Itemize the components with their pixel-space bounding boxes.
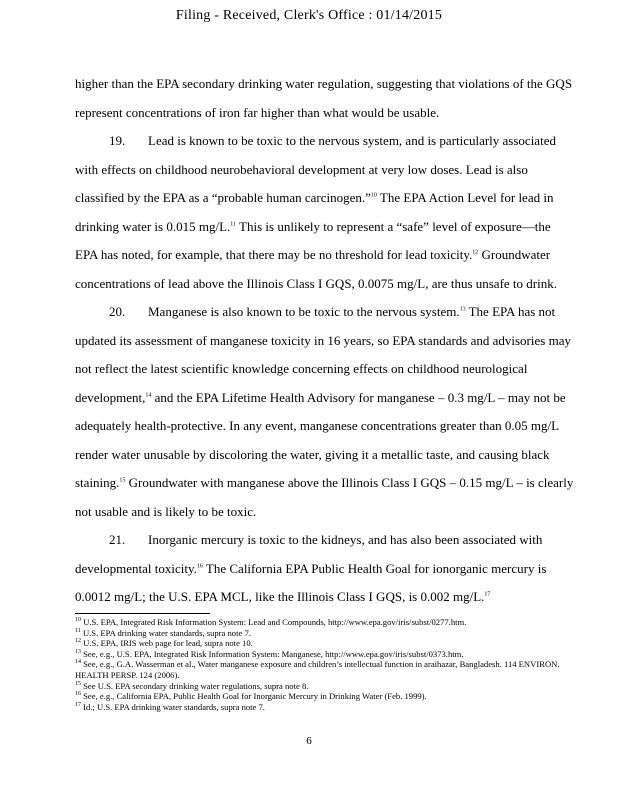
- footnote-number: 11: [75, 627, 81, 634]
- footnote-text: See, e.g., California EPA, Public Health Goal for Inorganic Mercury in Drinking Water (Feb. 1999).: [83, 691, 427, 702]
- footnote-text: Id.; U.S. EPA drinking water standards, supra note 7.: [83, 701, 265, 712]
- footnote-reference: 17: [484, 591, 491, 598]
- footnote-reference: 15: [119, 477, 126, 484]
- footnote-item: [75, 617, 575, 628]
- footnote-number: 14: [75, 659, 81, 666]
- paragraph-text: Groundwater concentrations of lead above the Illinois Class I GQS, 0.0075 mg/L, are thus unsafe to drink.: [75, 247, 557, 291]
- filing-header: Filing - Received, Clerk's Office : 01/14/2015: [175, 8, 443, 23]
- footnote-text: U.S. EPA, IRIS web page for lead, supra note 10.: [83, 638, 253, 649]
- footnote-reference: 12: [472, 249, 479, 256]
- paragraph-text: Groundwater with manganese above the Illinois Class I GQS – 0.15 mg/L – is clearly not usable and is likely to be toxic.: [75, 475, 574, 519]
- footnote-item: [75, 638, 575, 649]
- footnote-reference: 16: [196, 563, 203, 570]
- footnote-number: 13: [75, 648, 81, 655]
- footnote-text: See U.S. EPA secondary drinking water regulations, supra note 8.: [83, 680, 309, 691]
- body-paragraph: [75, 127, 575, 298]
- footnote-number: 17: [75, 701, 81, 708]
- paragraph-text: Manganese is also known to be toxic to the nervous system.: [148, 304, 460, 319]
- footnote-reference: 14: [145, 392, 152, 399]
- page-number: 6: [306, 735, 312, 747]
- paragraph-number: 20.: [109, 304, 126, 319]
- footnote-item: [75, 649, 575, 660]
- footnote-text: U.S. EPA, Integrated Risk Information System: Lead and Compounds, http://www.epa.gov/iris/subst/0277.htm.: [83, 617, 467, 627]
- footnote-text: U.S. EPA drinking water standards, supra note 7.: [82, 627, 251, 638]
- footnote-number: 15: [75, 680, 81, 687]
- footnote-number: 10: [75, 617, 81, 624]
- paragraph-text: The California EPA Public Health Goal for ionorganic mercury is 0.0012 mg/L; the U.S. EPA MCL, like the Illinois Class I GQS, is 0.002 mg/L.: [75, 560, 547, 604]
- paragraph-text: The EPA Action Level for lead in drinking water is 0.015 mg/L.: [75, 190, 554, 234]
- paragraph-text: Lead is known to be toxic to the nervous system, and is particularly associated with effects on childhood neurobehavioral development at very low doses. Lead is also classified by the EPA as a “probable human carcinogen.”: [75, 133, 556, 205]
- footnote-item: [75, 659, 575, 680]
- footnote-reference: 10: [370, 192, 377, 199]
- footnote-item: [75, 681, 575, 692]
- paragraph-text: The EPA has not updated its assessment of manganese toxicity in 16 years, so EPA standards and advisories may not reflect the latest scientific knowledge concerning effects on childhood neurological development,: [75, 304, 571, 405]
- paragraph-number: 19.: [109, 133, 126, 148]
- footnote-item: [75, 702, 575, 713]
- paragraph-number: 21.: [109, 532, 126, 547]
- paragraph-text: Inorganic mercury is toxic to the kidneys, and has also been associated with developmental toxicity.: [75, 532, 543, 576]
- footnote-item: [75, 628, 575, 639]
- footnote-reference: 13: [459, 306, 466, 313]
- paragraph-text: This is unlikely to represent a “safe” level of exposure—the EPA has noted, for example, that there may be no threshold for lead toxicity.: [75, 218, 551, 262]
- footnote-number: 16: [75, 691, 81, 698]
- footnote-number: 12: [75, 638, 81, 645]
- document-body: [75, 70, 575, 612]
- footnote-divider: [75, 613, 210, 614]
- paragraph-text: higher than the EPA secondary drinking water regulation, suggesting that violations of the GQS represent concentrations of iron far higher than what would be usable.: [75, 76, 573, 120]
- footnotes-section: [75, 617, 575, 712]
- footnote-text: See, e.g., G.A. Wasserman et al., Water manganese exposure and children’s intellectual function in araihazar, Bangladesh. 114 ENVIRON. HEALTH PERSP. 124 (2006).: [75, 659, 560, 680]
- body-paragraph: [75, 70, 575, 127]
- footnote-reference: 11: [230, 221, 237, 228]
- body-paragraph: [75, 298, 575, 526]
- body-paragraph: [75, 526, 575, 612]
- paragraph-text: and the EPA Lifetime Health Advisory for manganese – 0.3 mg/L – may not be adequately health-protective. In any event, manganese concentrations greater than 0.05 mg/L render water unusable by discoloring the water, giving it a metallic taste, and causing black staining.: [75, 389, 566, 490]
- footnote-text: See, e.g., U.S. EPA, Integrated Risk Information System: Manganese, http://www.epa.gov/iris/subst/0373.htm.: [83, 648, 464, 659]
- footnote-item: [75, 691, 575, 702]
